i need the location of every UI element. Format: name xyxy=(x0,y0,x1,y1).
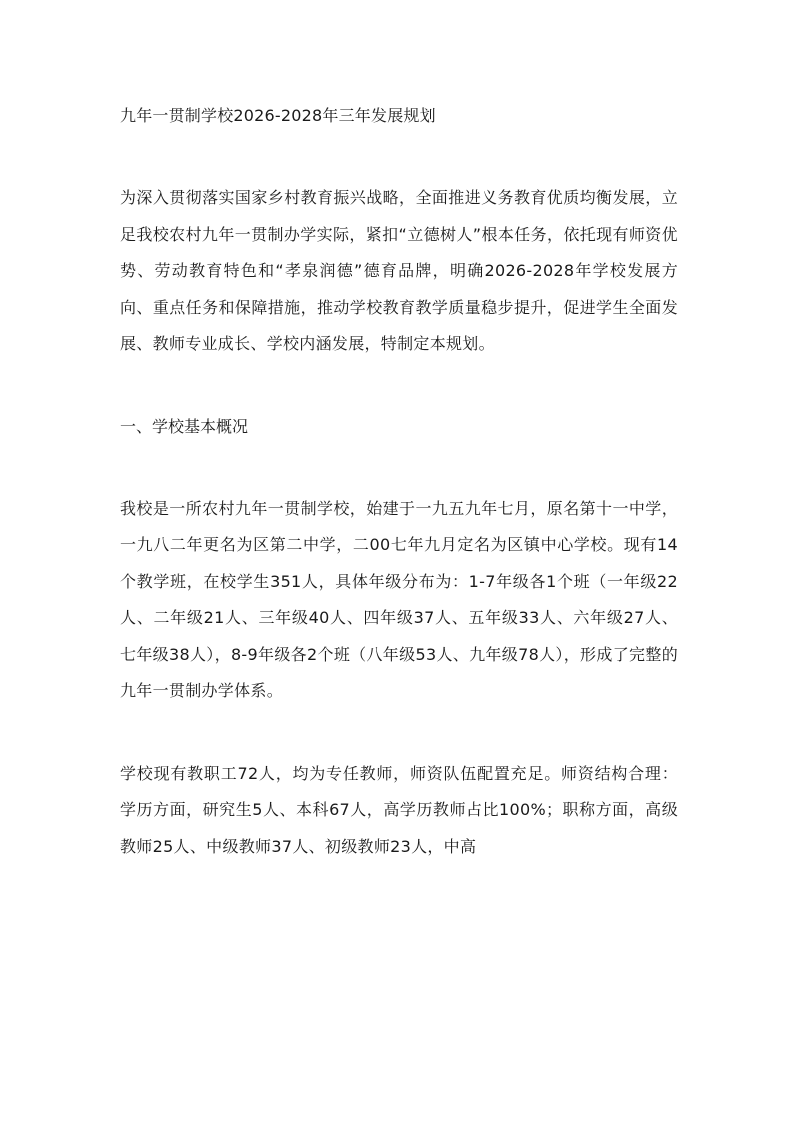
spacer xyxy=(120,710,678,756)
section-heading: 一、学校基本概况 xyxy=(120,416,249,436)
document-title: 九年一贯制学校2026-2028年三年发展规划 xyxy=(120,106,436,125)
staff-paragraph: 学校现有教职工72人，均为专任教师，师资队伍配置充足。师资结构合理：学历方面，研究生5人、本科67人，高学历教师占比100%；职称方面，高级教师25人、中级教师37人、初级教师23人，中高 xyxy=(120,763,678,856)
spacer xyxy=(120,363,678,409)
school-overview-paragraph: 我校是一所农村九年一贯制学校，始建于一九五九年七月，原名第十一中学，一九八二年更名为区第二中学，二00七年九月定名为区镇中心学校。现有14个教学班，在校学生351人，具体年级分布为：1-7年级各1个班（一年级22人、二年级21人、三年级40人、四年级37人、五年级33人、六年级27人、七年级38人），8-9年级各2个班（八年级53人、九年级78人），形成了完整的九年一贯制办学体系。 xyxy=(120,498,678,700)
spacer xyxy=(120,134,678,180)
intro-paragraph: 为深入贯彻落实国家乡村教育振兴战略，全面推进义务教育优质均衡发展，立足我校农村九年一贯制办学实际，紧扣“立德树人”根本任务，依托现有师资优势、劳动教育特色和“孝泉润德”德育品牌，明确2026-2028年学校发展方向、重点任务和保障措施，推动学校教育教学质量稳步提升，促进学生全面发展、教师专业成长、学校内涵发展，特制定本规划。 xyxy=(120,188,678,353)
spacer xyxy=(120,445,678,491)
document-body xyxy=(120,98,678,865)
